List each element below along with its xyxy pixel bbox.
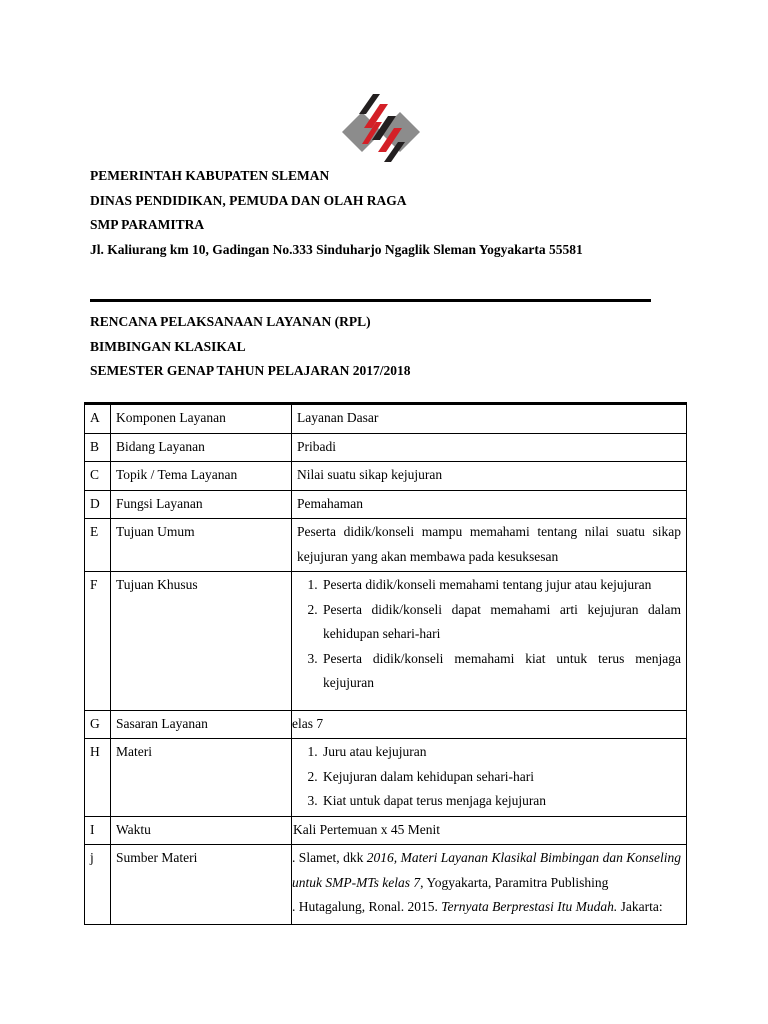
row-label: Komponen Layanan	[111, 404, 292, 434]
row-value: Peserta didik/konseli mampu memahami tentang nilai suatu sikap kejujuran yang akan membawa pada kesuksesan	[292, 519, 687, 572]
table-row	[85, 572, 687, 711]
row-label: Sasaran Layanan	[111, 710, 292, 739]
row-label: Tujuan Khusus	[111, 572, 292, 711]
table-row	[85, 739, 687, 817]
row-code: C	[85, 462, 111, 491]
row-code: F	[85, 572, 111, 711]
rpl-table	[84, 402, 687, 925]
row-code: G	[85, 710, 111, 739]
row-label: Bidang Layanan	[111, 433, 292, 462]
list-item: 3. Kiat untuk dapat terus menjaga kejujuran	[321, 789, 681, 814]
letterhead	[90, 164, 583, 262]
row-value	[292, 572, 687, 711]
table-row	[85, 490, 687, 519]
table-row	[85, 462, 687, 491]
source-reference-1: . Slamet, dkk 2016, Materi Layanan Klasikal Bimbingan dan Konseling untuk SMP-MTs kelas 7, Yogyakarta, Paramitra Publishing	[292, 850, 681, 890]
document-titles	[90, 310, 411, 384]
row-value: Kali Pertemuan x 45 Menit	[292, 816, 687, 845]
title-semester: SEMESTER GENAP TAHUN PELAJARAN 2017/2018	[90, 363, 411, 378]
row-value: Layanan Dasar	[292, 404, 687, 434]
header-school: SMP PARAMITRA	[90, 217, 205, 232]
row-value	[292, 739, 687, 817]
specific-goals-list	[297, 573, 681, 696]
row-label: Materi	[111, 739, 292, 817]
source-reference-2: . Hutagalung, Ronal. 2015. Ternyata Berprestasi Itu Mudah. Jakarta:	[292, 899, 663, 914]
row-value: Nilai suatu sikap kejujuran	[292, 462, 687, 491]
list-item: 3. Peserta didik/konseli memahami kiat untuk terus menjaga kejujuran	[321, 647, 681, 696]
table-row	[85, 404, 687, 434]
row-code: D	[85, 490, 111, 519]
header-divider	[90, 299, 651, 302]
row-code: E	[85, 519, 111, 572]
row-value: Pribadi	[292, 433, 687, 462]
list-item: 2. Peserta didik/konseli dapat memahami arti kejujuran dalam kehidupan sehari-hari	[321, 598, 681, 647]
header-department: DINAS PENDIDIKAN, PEMUDA DAN OLAH RAGA	[90, 192, 407, 208]
row-label: Waktu	[111, 816, 292, 845]
title-bimbingan: BIMBINGAN KLASIKAL	[90, 338, 246, 354]
row-label: Tujuan Umum	[111, 519, 292, 572]
materials-list	[297, 740, 681, 814]
title-rpl: RENCANA PELAKSANAAN LAYANAN (RPL)	[90, 314, 371, 329]
row-code: A	[85, 404, 111, 434]
row-value: Pemahaman	[292, 490, 687, 519]
row-code: B	[85, 433, 111, 462]
header-address: Jl. Kaliurang km 10, Gadingan No.333 Sinduharjo Ngaglik Sleman Yogyakarta 55581	[90, 241, 583, 257]
table-row	[85, 519, 687, 572]
row-label: Sumber Materi	[111, 845, 292, 925]
row-label: Topik / Tema Layanan	[111, 462, 292, 491]
list-item: 1. Peserta didik/konseli memahami tentang jujur atau kejujuran	[321, 573, 681, 598]
header-government: PEMERINTAH KABUPATEN SLEMAN	[90, 168, 330, 183]
table-row	[85, 433, 687, 462]
row-code: I	[85, 816, 111, 845]
table-row	[85, 816, 687, 845]
row-value	[292, 845, 687, 925]
table-row	[85, 845, 687, 925]
table-row	[85, 710, 687, 739]
row-label: Fungsi Layanan	[111, 490, 292, 519]
school-logo	[336, 92, 426, 172]
row-code: j	[85, 845, 111, 925]
row-code: H	[85, 739, 111, 817]
list-item: 1. Juru atau kejujuran	[321, 740, 681, 765]
row-value: elas 7	[292, 710, 687, 739]
list-item: 2. Kejujuran dalam kehidupan sehari-hari	[321, 765, 681, 790]
